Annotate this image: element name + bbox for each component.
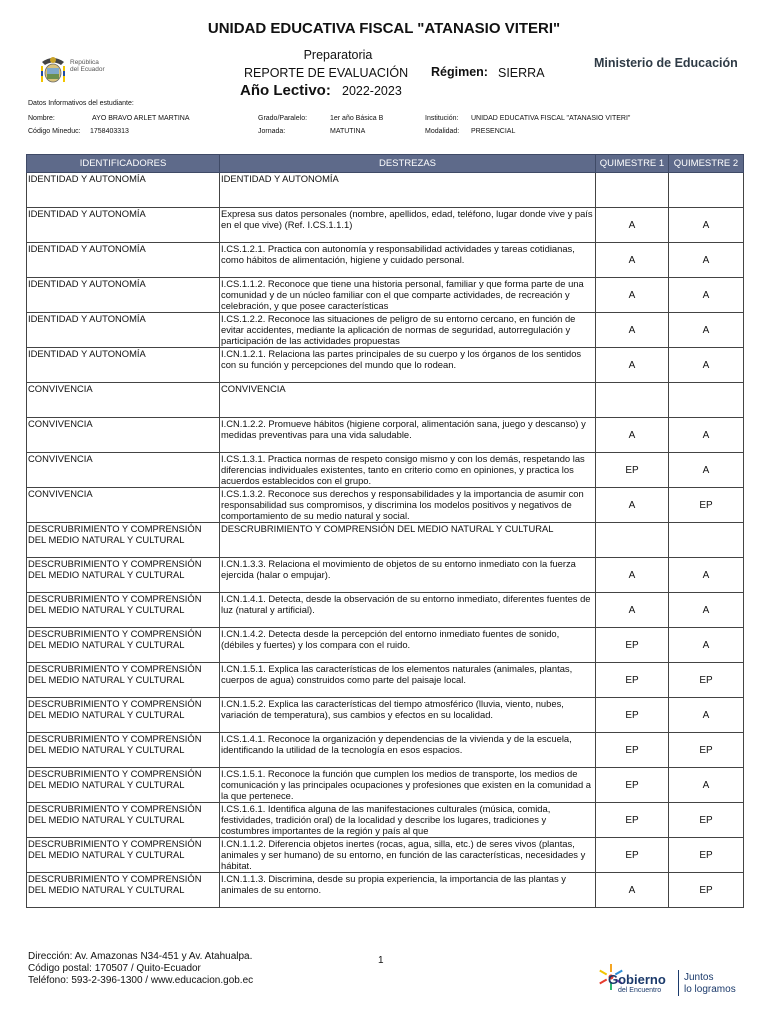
- identificador-cell: CONVIVENCIA: [27, 453, 220, 488]
- grado-label: Grado/Paralelo:: [258, 115, 308, 122]
- table-row: [27, 663, 744, 698]
- quimestre-2-cell: EP: [669, 488, 744, 523]
- quimestre-2-cell: EP: [669, 838, 744, 873]
- quimestre-1-cell: EP: [596, 698, 669, 733]
- quimestre-1-cell: A: [596, 418, 669, 453]
- footer-phone: Teléfono: 593-2-396-1300 / www.educacion.gob.ec: [28, 975, 254, 986]
- header-quimestre-1: QUIMESTRE 1: [596, 155, 669, 173]
- destreza-cell: I.CN.1.4.1. Detecta, desde la observación de su entorno inmediato, diferentes fuentes de luz (natural y artificial).: [220, 593, 596, 628]
- header-quimestre-2: QUIMESTRE 2: [669, 155, 744, 173]
- table-row: [27, 558, 744, 593]
- destreza-cell: I.CS.1.2.2. Reconoce las situaciones de peligro de su entorno cercano, en función de evitar accidentes, mediante la aplicación de normas de seguridad, autorregulación y participación de las actividades propuestas: [220, 313, 596, 348]
- table-row: [27, 348, 744, 383]
- modalidad-label: Modalidad:: [425, 128, 460, 135]
- identificador-cell: DESCRUBRIMIENTO Y COMPRENSIÓN DEL MEDIO NATURAL Y CULTURAL: [27, 628, 220, 663]
- institucion-value: UNIDAD EDUCATIVA FISCAL "ATANASIO VITERI": [471, 115, 631, 122]
- quimestre-2-cell: [669, 383, 744, 418]
- identificador-cell: IDENTIDAD Y AUTONOMÍA: [27, 313, 220, 348]
- quimestre-2-cell: [669, 523, 744, 558]
- identificador-cell: CONVIVENCIA: [27, 383, 220, 418]
- identificador-cell: DESCRUBRIMIENTO Y COMPRENSIÓN DEL MEDIO NATURAL Y CULTURAL: [27, 663, 220, 698]
- table-row: [27, 593, 744, 628]
- anio-value: 2022-2023: [342, 84, 402, 98]
- quimestre-1-cell: A: [596, 873, 669, 908]
- quimestre-2-cell: A: [669, 243, 744, 278]
- quimestre-1-cell: [596, 173, 669, 208]
- destreza-cell: DESCRUBRIMIENTO Y COMPRENSIÓN DEL MEDIO NATURAL Y CULTURAL: [220, 523, 596, 558]
- identificador-cell: IDENTIDAD Y AUTONOMÍA: [27, 278, 220, 313]
- table-row: [27, 803, 744, 838]
- table-row: [27, 628, 744, 663]
- identificador-cell: IDENTIDAD Y AUTONOMÍA: [27, 208, 220, 243]
- anio-label: Año Lectivo:: [240, 82, 331, 99]
- identificador-cell: DESCRUBRIMIENTO Y COMPRENSIÓN DEL MEDIO NATURAL Y CULTURAL: [27, 698, 220, 733]
- quimestre-2-cell: EP: [669, 733, 744, 768]
- quimestre-1-cell: A: [596, 348, 669, 383]
- table-row: [27, 768, 744, 803]
- level-label: Preparatoria: [303, 48, 373, 62]
- destreza-cell: I.CS.1.6.1. Identifica alguna de las manifestaciones culturales (música, comida, festividades, tradición oral) de la localidad y describe los lugares, tradiciones y costumbres importantes de la región y país al que: [220, 803, 596, 838]
- quimestre-2-cell: EP: [669, 873, 744, 908]
- table-row: [27, 173, 744, 208]
- evaluation-table: [26, 154, 744, 908]
- identificador-cell: CONVIVENCIA: [27, 418, 220, 453]
- header-destrezas: DESTREZAS: [220, 155, 596, 173]
- destreza-cell: I.CS.1.3.2. Reconoce sus derechos y responsabilidades y la importancia de asumir con responsabilidad sus compromisos, y discrimina los modelos positivos y negativos de comportamiento de su medio natural y social.: [220, 488, 596, 523]
- quimestre-1-cell: EP: [596, 838, 669, 873]
- quimestre-2-cell: A: [669, 698, 744, 733]
- ministry-logo-text: Ministerio de Educación: [594, 56, 738, 70]
- quimestre-1-cell: A: [596, 488, 669, 523]
- destreza-cell: I.CN.1.5.2. Explica las características del tiempo atmosférico (lluvia, viento, nubes, variación de temperatura), sus cambios y efectos en su localidad.: [220, 698, 596, 733]
- quimestre-2-cell: A: [669, 418, 744, 453]
- identificador-cell: IDENTIDAD Y AUTONOMÍA: [27, 173, 220, 208]
- destreza-cell: I.CN.1.1.3. Discrimina, desde su propia experiencia, la importancia de las plantas y animales de su entorno.: [220, 873, 596, 908]
- quimestre-2-cell: EP: [669, 803, 744, 838]
- identificador-cell: DESCRUBRIMIENTO Y COMPRENSIÓN DEL MEDIO NATURAL Y CULTURAL: [27, 593, 220, 628]
- page-number: 1: [378, 955, 384, 966]
- destreza-cell: I.CN.1.3.3. Relaciona el movimiento de objetos de su entorno inmediato con la fuerza ejercida (halar o empujar).: [220, 558, 596, 593]
- destreza-cell: I.CS.1.5.1. Reconoce la función que cumplen los medios de transporte, los medios de comunicación y las principales ocupaciones y profesiones que existen en la comunidad a la que pertenece.: [220, 768, 596, 803]
- table-row: [27, 243, 744, 278]
- quimestre-2-cell: A: [669, 768, 744, 803]
- table-row: [27, 523, 744, 558]
- footer-address: Dirección: Av. Amazonas N34-451 y Av. Atahualpa.: [28, 951, 253, 962]
- destreza-cell: I.CS.1.1.2. Reconoce que tiene una historia personal, familiar y que forma parte de una comunidad y de un núcleo familiar con el que comparte actividades, de recreación y celebración, y que posee características: [220, 278, 596, 313]
- identificador-cell: DESCRUBRIMIENTO Y COMPRENSIÓN DEL MEDIO NATURAL Y CULTURAL: [27, 873, 220, 908]
- table-row: [27, 733, 744, 768]
- destreza-cell: I.CN.1.2.1. Relaciona las partes principales de su cuerpo y los órganos de los sentidos con su función y percepciones del mundo que lo rodean.: [220, 348, 596, 383]
- quimestre-1-cell: A: [596, 243, 669, 278]
- quimestre-2-cell: A: [669, 453, 744, 488]
- crest-caption: República del Ecuador: [70, 59, 105, 73]
- destreza-cell: I.CN.1.1.2. Diferencia objetos inertes (rocas, agua, silla, etc.) de seres vivos (plantas, animales y ser humano) de su entorno, en función de las características, necesidades y hábitat.: [220, 838, 596, 873]
- quimestre-1-cell: A: [596, 278, 669, 313]
- quimestre-1-cell: EP: [596, 453, 669, 488]
- quimestre-1-cell: EP: [596, 768, 669, 803]
- jornada-label: Jornada:: [258, 128, 286, 135]
- quimestre-2-cell: A: [669, 593, 744, 628]
- quimestre-1-cell: [596, 383, 669, 418]
- table-row: [27, 278, 744, 313]
- identificador-cell: IDENTIDAD Y AUTONOMÍA: [27, 243, 220, 278]
- identificador-cell: IDENTIDAD Y AUTONOMÍA: [27, 348, 220, 383]
- destreza-cell: Expresa sus datos personales (nombre, apellidos, edad, teléfono, lugar donde vive y país en el que vive) (Ref. I.CS.1.1.1): [220, 208, 596, 243]
- quimestre-2-cell: A: [669, 558, 744, 593]
- identificador-cell: CONVIVENCIA: [27, 488, 220, 523]
- nombre-label: Nombre:: [28, 115, 55, 122]
- grado-value: 1er año Básica B: [330, 115, 384, 122]
- quimestre-2-cell: [669, 173, 744, 208]
- report-title: REPORTE DE EVALUACIÓN: [244, 66, 409, 80]
- quimestre-1-cell: A: [596, 593, 669, 628]
- quimestre-1-cell: [596, 523, 669, 558]
- quimestre-2-cell: EP: [669, 663, 744, 698]
- table-row: [27, 698, 744, 733]
- quimestre-1-cell: EP: [596, 803, 669, 838]
- table-row: [27, 418, 744, 453]
- table-row: [27, 313, 744, 348]
- identificador-cell: DESCRUBRIMIENTO Y COMPRENSIÓN DEL MEDIO NATURAL Y CULTURAL: [27, 733, 220, 768]
- quimestre-1-cell: A: [596, 208, 669, 243]
- student-section-title: Datos Informativos del estudiante:: [28, 100, 134, 107]
- quimestre-1-cell: EP: [596, 733, 669, 768]
- destreza-cell: I.CS.1.4.1. Reconoce la organización y dependencias de la vivienda y de la escuela, identificando la utilidad de la tecnología en esos espacios.: [220, 733, 596, 768]
- regimen-value: SIERRA: [498, 66, 545, 80]
- table-row: [27, 453, 744, 488]
- destreza-cell: I.CN.1.4.2. Detecta desde la percepción del entorno inmediato fuentes de sonido, (débiles y fuertes) y los compara con el ruido.: [220, 628, 596, 663]
- modalidad-value: PRESENCIAL: [471, 128, 516, 135]
- footer-postal: Código postal: 170507 / Quito-Ecuador: [28, 963, 201, 974]
- regimen-label: Régimen:: [431, 65, 488, 79]
- codigo-label: Código Mineduc:: [28, 128, 81, 135]
- destreza-cell: I.CN.1.2.2. Promueve hábitos (higiene corporal, alimentación sana, juego y descanso) y medidas preventivas para una vida saludable.: [220, 418, 596, 453]
- identificador-cell: DESCRUBRIMIENTO Y COMPRENSIÓN DEL MEDIO NATURAL Y CULTURAL: [27, 558, 220, 593]
- destreza-cell: I.CS.1.3.1. Practica normas de respeto consigo mismo y con los demás, respetando las diferencias individuales existentes, tanto en criterio como en opiniones, y practica los acuerdos establecidos con el grupo.: [220, 453, 596, 488]
- identificador-cell: DESCRUBRIMIENTO Y COMPRENSIÓN DEL MEDIO NATURAL Y CULTURAL: [27, 803, 220, 838]
- ecuador-crest-icon: [38, 54, 68, 86]
- identificador-cell: DESCRUBRIMIENTO Y COMPRENSIÓN DEL MEDIO NATURAL Y CULTURAL: [27, 523, 220, 558]
- quimestre-2-cell: A: [669, 313, 744, 348]
- table-row: [27, 838, 744, 873]
- institucion-label: Institución:: [425, 115, 459, 122]
- destreza-cell: IDENTIDAD Y AUTONOMÍA: [220, 173, 596, 208]
- destreza-cell: CONVIVENCIA: [220, 383, 596, 418]
- table-header-row: [27, 155, 744, 173]
- table-row: [27, 383, 744, 418]
- quimestre-2-cell: A: [669, 208, 744, 243]
- quimestre-2-cell: A: [669, 348, 744, 383]
- identificador-cell: DESCRUBRIMIENTO Y COMPRENSIÓN DEL MEDIO NATURAL Y CULTURAL: [27, 768, 220, 803]
- identificador-cell: DESCRUBRIMIENTO Y COMPRENSIÓN DEL MEDIO NATURAL Y CULTURAL: [27, 838, 220, 873]
- header-identificadores: IDENTIFICADORES: [27, 155, 220, 173]
- quimestre-2-cell: A: [669, 278, 744, 313]
- table-row: [27, 208, 744, 243]
- jornada-value: MATUTINA: [330, 128, 366, 135]
- quimestre-1-cell: A: [596, 558, 669, 593]
- quimestre-1-cell: EP: [596, 663, 669, 698]
- table-row: [27, 488, 744, 523]
- codigo-value: 1758403313: [90, 128, 129, 135]
- destreza-cell: I.CN.1.5.1. Explica las características de los elementos naturales (animales, plantas, cuerpos de agua) construidos como parte del paisaje local.: [220, 663, 596, 698]
- quimestre-1-cell: A: [596, 313, 669, 348]
- nombre-value: AYO BRAVO ARLET MARTINA: [92, 115, 190, 122]
- school-title: UNIDAD EDUCATIVA FISCAL "ATANASIO VITERI": [207, 20, 561, 37]
- table-row: [27, 873, 744, 908]
- destreza-cell: I.CS.1.2.1. Practica con autonomía y responsabilidad actividades y tareas cotidianas, como hábitos de alimentación, higiene y cuidado personal.: [220, 243, 596, 278]
- quimestre-2-cell: A: [669, 628, 744, 663]
- quimestre-1-cell: EP: [596, 628, 669, 663]
